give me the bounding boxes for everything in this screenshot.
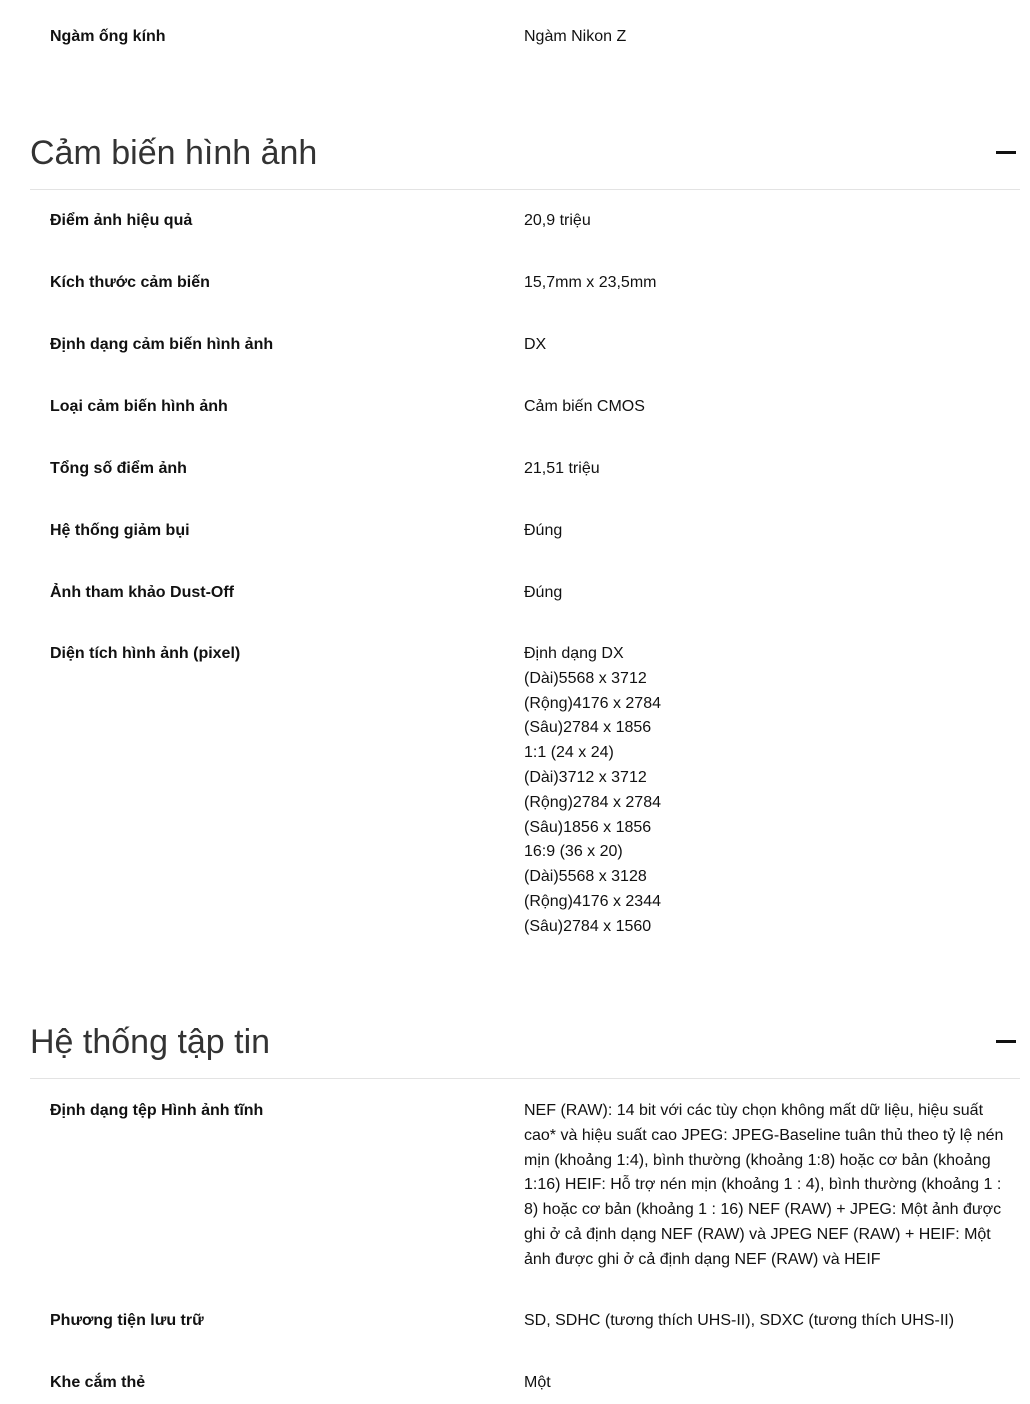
section-header-image-sensor[interactable] [0, 131, 1030, 211]
spec-value-line: SD, SDHC (tương thích UHS-II), SDXC (tương thích UHS-II) [524, 1312, 955, 1329]
spec-value-line: 1:1 (24 x 24) [524, 744, 614, 762]
spec-value: Ngàm Nikon Z [524, 28, 627, 45]
spec-label: Định dạng tệp Hình ảnh tĩnh [50, 1102, 264, 1119]
spec-label: Diện tích hình ảnh (pixel) [50, 645, 241, 662]
spec-value [524, 209, 1002, 234]
section-header-file-system[interactable] [0, 1020, 1030, 1100]
spec-label: Ảnh tham khảo Dust-Off [50, 584, 234, 601]
spec-value-line: Một [524, 1374, 551, 1391]
spec-value-line: DX [524, 336, 547, 353]
spec-value-line: 15,7mm x 23,5mm [524, 274, 657, 291]
spec-value [524, 395, 1002, 420]
spec-value-line: Cảm biến CMOS [524, 398, 645, 415]
spec-label: Loại cảm biến hình ảnh [50, 398, 228, 415]
spec-value-line: 16:9 (36 x 20) [524, 843, 623, 861]
spec-value-line: (Sâu)1856 x 1856 [524, 818, 652, 836]
spec-label: Ngàm ống kính [50, 28, 166, 45]
spec-value-line: NEF (RAW): 14 bit với các tùy chọn không mất dữ liệu, hiệu suất [524, 1102, 984, 1119]
spec-label: Định dạng cảm biến hình ảnh [50, 336, 274, 353]
spec-value-line: Đúng [524, 584, 563, 601]
spec-value-line: (Rộng)4176 x 2784 [524, 694, 661, 712]
section-title: Cảm biến hình ảnh [30, 134, 318, 172]
spec-value-line: (Sâu)2784 x 1560 [524, 917, 652, 935]
spec-label: Tổng số điểm ảnh [50, 460, 187, 477]
spec-value-line: 8) hoặc cơ bản (khoảng 1 : 16) NEF (RAW) + JPEG: Một ảnh được [524, 1201, 1002, 1219]
spec-value-line: ghi ở cả định dạng NEF (RAW) và JPEG NEF (RAW) + HEIF: Một [524, 1225, 991, 1243]
spec-label: Điểm ảnh hiệu quả [50, 212, 193, 229]
section-divider [30, 1078, 1020, 1079]
spec-value-line: cao* và hiệu suất cao JPEG: JPEG-Baseline tuân thủ theo tỷ lệ nén [524, 1126, 1004, 1144]
spec-value-line: Đúng [524, 522, 563, 539]
spec-value-line: (Dài)5568 x 3712 [524, 669, 647, 687]
spec-value [524, 1309, 1002, 1334]
spec-value-line: mịn (khoảng 1:4), bình thường (khoảng 1:8) hoặc cơ bản (khoảng [524, 1151, 991, 1169]
section-divider [30, 189, 1020, 190]
spec-value [524, 581, 1002, 606]
spec-label: Hệ thống giảm bụi [50, 522, 190, 539]
spec-value [524, 1099, 1002, 1273]
spec-value-line: (Rộng)2784 x 2784 [524, 793, 661, 811]
spec-label: Phương tiện lưu trữ [50, 1312, 204, 1329]
spec-value-line: (Dài)5568 x 3128 [524, 868, 647, 886]
spec-value-line: (Dài)3712 x 3712 [524, 768, 647, 786]
spec-value-line: 21,51 triệu [524, 460, 600, 477]
spec-value [524, 333, 1002, 358]
spec-label: Khe cắm thẻ [50, 1374, 146, 1391]
spec-label: Kích thước cảm biến [50, 274, 210, 291]
spec-row-lens-mount [0, 25, 1030, 51]
spec-value [524, 271, 1002, 296]
minus-icon[interactable] [996, 151, 1016, 155]
spec-value-line: (Rộng)4176 x 2344 [524, 892, 661, 910]
spec-value [524, 642, 1002, 940]
minus-icon[interactable] [996, 1040, 1016, 1044]
spec-value-line: ảnh được ghi ở cả định dạng NEF (RAW) và HEIF [524, 1250, 881, 1268]
spec-value-line: Định dạng DX [524, 645, 624, 662]
spec-value-line: 1:16) HEIF: Hỗ trợ nén mịn (khoảng 1 : 4), bình thường (khoảng 1 : [524, 1176, 1002, 1194]
spec-value-line: (Sâu)2784 x 1856 [524, 719, 652, 737]
spec-value [524, 519, 1002, 544]
spec-value [524, 457, 1002, 482]
section-title: Hệ thống tập tin [30, 1023, 271, 1061]
spec-value [524, 1371, 1002, 1396]
spec-value-line: 20,9 triệu [524, 212, 591, 229]
